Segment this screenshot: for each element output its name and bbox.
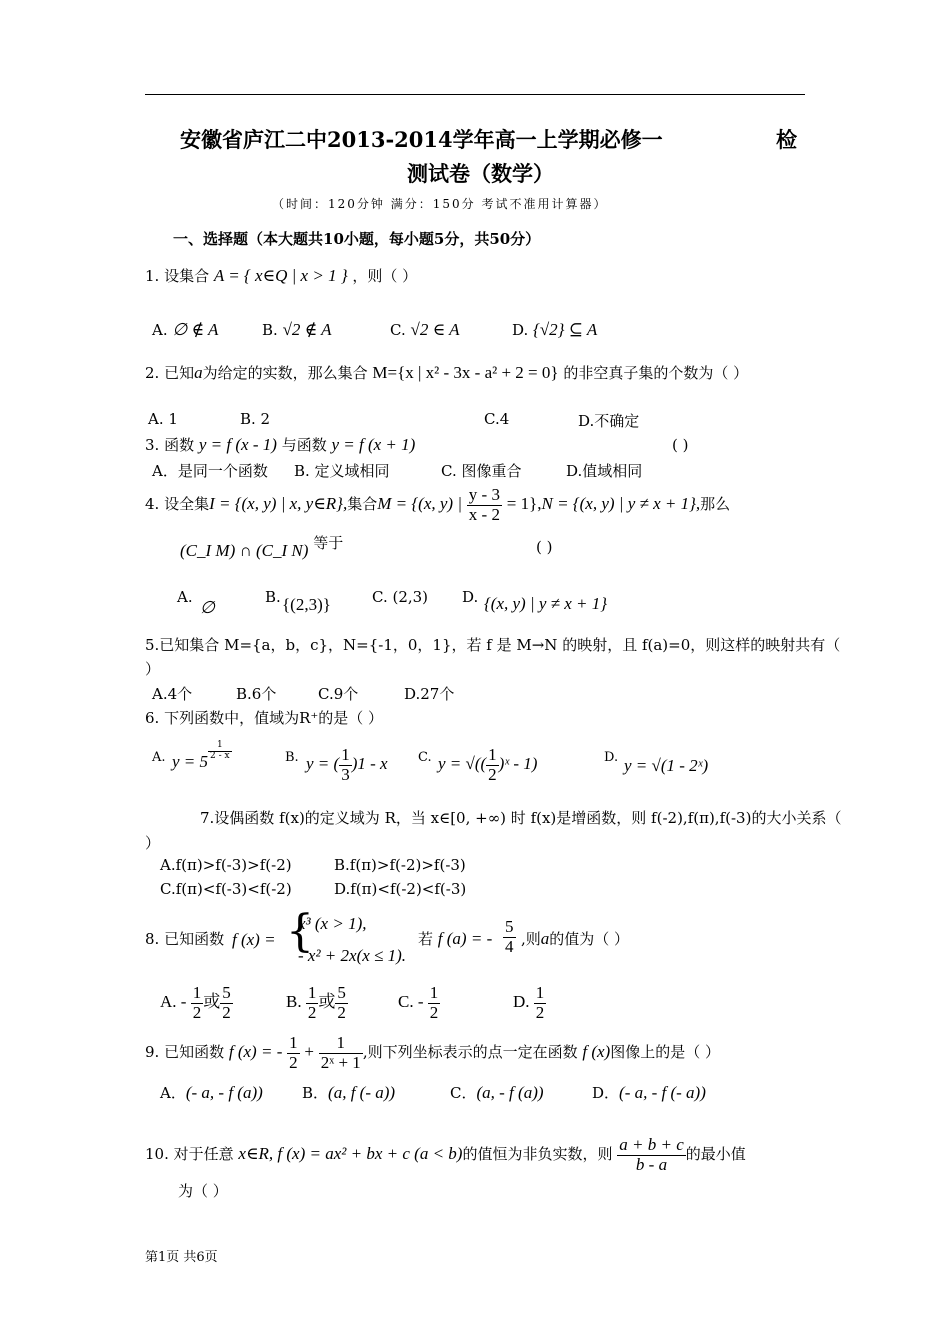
q6-opt-c-label: C. [418,750,432,765]
q4-paren: ( ) [536,538,553,556]
title-line1-tail: 检 [776,127,797,152]
q4-opt-a: ∅ [200,598,215,617]
q8-if [418,928,492,949]
q3-mid: 与函数 [281,436,327,454]
q8-opt-c-d: 2 [429,1002,439,1022]
q1-opt-a: ∅ ∉ A [172,320,219,339]
q8-opt-c-n: 1 [429,983,439,1002]
q8-stem: 8. 已知函数 [145,930,225,948]
q8-opt-b-d1: 2 [307,1002,317,1022]
q8-opt-a-label: A. [160,992,177,1012]
q8-frac-num: 5 [505,917,514,936]
q6-fC-post: )ˣ - 1) [498,754,538,774]
q10-frac-num: a + b + c [619,1135,684,1154]
q2-set: M={x | x² - 3x - a² + 2 = 0} [372,363,559,382]
q4-stem: 4. 设全集 [145,495,210,514]
q9-opt-b-label: B． [302,1084,329,1102]
q3-f2: y = f (x + 1) [331,435,416,454]
q6-opt-a-label: A. [152,750,166,765]
q4-fraction [467,486,502,524]
q8-opt-b-n2: 5 [337,983,346,1002]
title-line1: 安徽省庐江二中2013-2014学年高一上学期必修一 [180,127,663,152]
question-9 [145,1034,720,1072]
q8-case1: x³ (x > 1), [298,914,367,933]
question-4 [145,486,730,524]
q4-opt-b: {(2,3)} [282,595,331,614]
q6-stem: 6. 下列函数中，值域为R⁺的是（ ） [145,709,384,727]
q8-opt-d-label: D. [513,992,530,1012]
q6-fA-exp-den: 2 - x [210,750,230,761]
q6-fB-num: 1 [341,745,350,764]
q9-n1: 1 [289,1033,298,1052]
q9-stem: 9. 已知函数 [145,1043,225,1062]
q7-line1: 7.设偶函数 f(x)的定义域为 R，当 x∈[0, +∞) 时 f(x)是增函数，则 f(-2),f(π),f(-3)的大小关系（ [200,809,842,827]
q9-opt-d-label: D． [592,1084,620,1102]
q6-fC-den: 2 [488,764,497,784]
q4-M: M = {(x, y) | [377,494,463,514]
q8-opt-a-d1: 2 [192,1002,202,1022]
q4-tail: 那么 [700,495,731,514]
exam-info: （时间：120分钟 满分：150分 考试不准用计算器） [272,197,608,211]
q6-fA-exp [208,741,232,762]
q9-tail2: 图像上的是（ ） [610,1043,720,1062]
q6-fA: y = 5 [172,752,209,771]
q8-opt-a-n1: 1 [192,983,202,1002]
q9-n2: 1 [319,1034,363,1054]
q6-opt-b [306,746,388,784]
q1-stem: 1. 设集合 [145,267,210,285]
question-1 [145,265,417,286]
q2-stem: 2. 已知 [145,364,195,382]
q1-opt-b-label: B. [262,321,278,339]
q1-opt-d-label: D. [512,321,529,339]
q1-opt-c-label: C. [390,321,406,339]
q3-opt-c: C. 图像重合 [441,462,522,480]
q6-opt-d: y = √(1 - 2ˣ) [624,756,709,775]
q7-opt-d: D.f(π)<f(-2)<f(-3) [334,880,467,898]
q8-opt-d-n: 1 [535,983,545,1002]
q8-tail-text: ,则 [521,930,541,948]
q5-opt-d: D.27个 [404,685,455,703]
q9-opt-a-val: (- a, - f (a)) [185,1083,263,1102]
q9-f: f (x) = - [228,1042,283,1062]
q8-frac-den: 4 [505,936,514,956]
header-rule [145,94,805,95]
q9-plus: + [304,1042,315,1062]
q6-fC-frac [486,746,499,784]
q3-opt-b: B. 定义域相同 [294,462,390,480]
question-3 [145,434,415,455]
q4-N: N = {(x, y) | y ≠ x + 1}, [541,494,701,514]
q8-opt-c [398,984,440,1022]
q6-fA-exp-num: 1 [208,741,232,752]
q8-case2: - x² + 2x(x ≤ 1). [298,946,407,965]
q8-opt-d [513,984,546,1022]
q3-f1: y = f (x - 1) [198,435,277,454]
q8-brace: { [286,906,314,957]
q5-line1: 5.已知集合 M={a，b，c}，N={-1，0，1}，若 f 是 M→N 的映射，且 f(a)=0，则这样的映射共有（ [145,636,841,654]
q1-opt-b-wrap [262,320,332,340]
q9-opt-b-val: (a, f (- a)) [328,1083,396,1102]
section-header: 一、选择题（本大题共10小题，每小题5分，共50分） [173,230,541,248]
q6-opt-c [438,746,537,784]
q2-opt-a: A. 1 [148,410,178,428]
q8-opt-a-minus: - [180,992,187,1012]
q4-opt-d: {(x, y) | y ≠ x + 1} [484,594,608,613]
q10-frac-den: b - a [635,1154,668,1174]
q6-opt-a [172,739,232,773]
q4-expr: (C_I M) ∩ (C_I N) [180,541,309,560]
q8-opt-a-or: 或 [203,992,221,1012]
q7-line2: ） [145,834,161,852]
q7-opt-c: C.f(π)<f(-3)<f(-2) [160,880,292,898]
q8-opt-c-minus: - [417,992,424,1012]
q9-opt-c [450,1082,544,1103]
q1-tail: ，则（ ） [352,267,418,285]
q8-f: f (x) = [232,930,276,949]
q10-expr: x∈R, f (x) = ax² + bx + c (a < b) [238,1144,463,1164]
q4-opt-c: C. (2,3) [372,588,429,606]
q8-opt-b [286,984,348,1022]
q6-opt-d-label: D. [604,750,619,765]
q8-opt-d-d: 2 [535,1002,545,1022]
q5-opt-c: C.9个 [318,685,359,703]
q8-opt-c-label: C. [398,992,414,1012]
q10-tail: 的最小值 [685,1145,746,1164]
q9-opt-d-val: (- a, - f (- a)) [619,1083,706,1102]
q1-opt-d-wrap [512,320,597,340]
q10-mid: 的值恒为非负实数，则 [462,1145,613,1164]
q9-fx: f (x) [582,1042,611,1062]
q8-frac [503,918,516,956]
q4-frac-den: x - 2 [468,504,500,524]
q6-fC-pre: y = √(( [438,754,487,774]
q8-opt-b-or: 或 [318,992,336,1012]
q5-opt-a: A.4个 [152,685,193,703]
q6-opt-b-label: B. [285,750,299,765]
q8-opt-b-d2: 2 [337,1002,346,1022]
q7-opt-a: A.f(π)>f(-3)>f(-2) [160,856,292,874]
q8-opt-b-label: B. [286,992,302,1012]
q2-var-a: a [194,363,203,382]
q4-expr-line [180,534,344,561]
q2-opt-b: B. 2 [240,410,271,428]
q6-fB-den: 3 [341,764,350,784]
q1-opt-a-label: A. [152,321,168,339]
q9-d2: 2ˣ + 1 [320,1052,361,1072]
q9-opt-c-val: (a, - f (a)) [476,1083,544,1102]
page-footer: 第1页 共6页 [145,1250,218,1265]
q8-var-a: a [540,929,550,948]
q1-opt-c: √2 ∈ A [410,320,460,339]
q3-stem: 3. 函数 [145,436,195,454]
title-line2: 测试卷（数学） [407,161,554,186]
q1-opt-c-wrap [390,320,460,340]
q4-M-tail: = 1}, [506,494,542,514]
q10-line2: 为（ ） [178,1182,228,1200]
q2-tail: 的非空真子集的个数为（ ） [563,364,749,382]
q8-if-text: 若 [418,930,434,948]
q6-fB-frac [339,746,352,784]
question-10 [145,1136,746,1174]
q9-opt-d [592,1082,706,1103]
q3-opt-a: A．是同一个函数 [152,462,268,480]
q10-stem: 10. 对于任意 [145,1145,234,1164]
q9-tail: ,则下列坐标表示的点一定在函数 [362,1043,578,1062]
q6-fB-pre: y = ( [306,754,340,774]
q8-tail2: 的值为（ ） [549,930,630,948]
question-2 [145,362,748,383]
q5-line2: ） [145,660,161,678]
q4-I: I = {(x, y) | x, y∈R}, [209,494,348,514]
q4-opt-d-label: D. [462,588,479,606]
q5-opt-b: B.6个 [236,685,277,703]
q4-opt-b-label: B. [265,588,281,606]
q1-opt-b: √2 ∉ A [282,320,332,339]
q9-opt-a [160,1082,263,1103]
q4-mid: 集合 [347,495,378,514]
q8-opt-a [160,984,233,1022]
q2-opt-d: D.不确定 [578,412,640,430]
q6-fB-post: )1 - x [351,754,388,774]
q9-d1: 2 [289,1052,298,1072]
q2-mid: 为给定的实数，那么集合 [202,364,368,382]
q9-opt-a-label: A． [160,1084,186,1102]
q4-expr-tail: 等于 [313,534,344,552]
q2-opt-c: C.4 [484,410,510,428]
q7-opt-b: B.f(π)>f(-2)>f(-3) [334,856,466,874]
q1-options [152,320,218,340]
q6-fC-num: 1 [488,745,497,764]
q9-opt-c-label: C． [450,1084,477,1102]
q1-opt-d: {√2} ⊆ A [533,320,598,339]
q1-set: A = { x∈Q | x > 1 } [213,266,348,285]
q8-opt-a-n2: 5 [222,983,231,1002]
q8-opt-b-n1: 1 [307,983,317,1002]
q9-opt-b [302,1082,395,1103]
q3-opt-d: D.值域相同 [566,462,643,480]
q8-tail [521,928,629,949]
q8-opt-a-d2: 2 [222,1002,231,1022]
q4-frac-num: y - 3 [468,485,500,504]
q4-opt-a-label: A. [177,588,193,606]
q8-fa: f (a) = - [437,929,493,948]
q3-paren: ( ) [672,436,689,454]
